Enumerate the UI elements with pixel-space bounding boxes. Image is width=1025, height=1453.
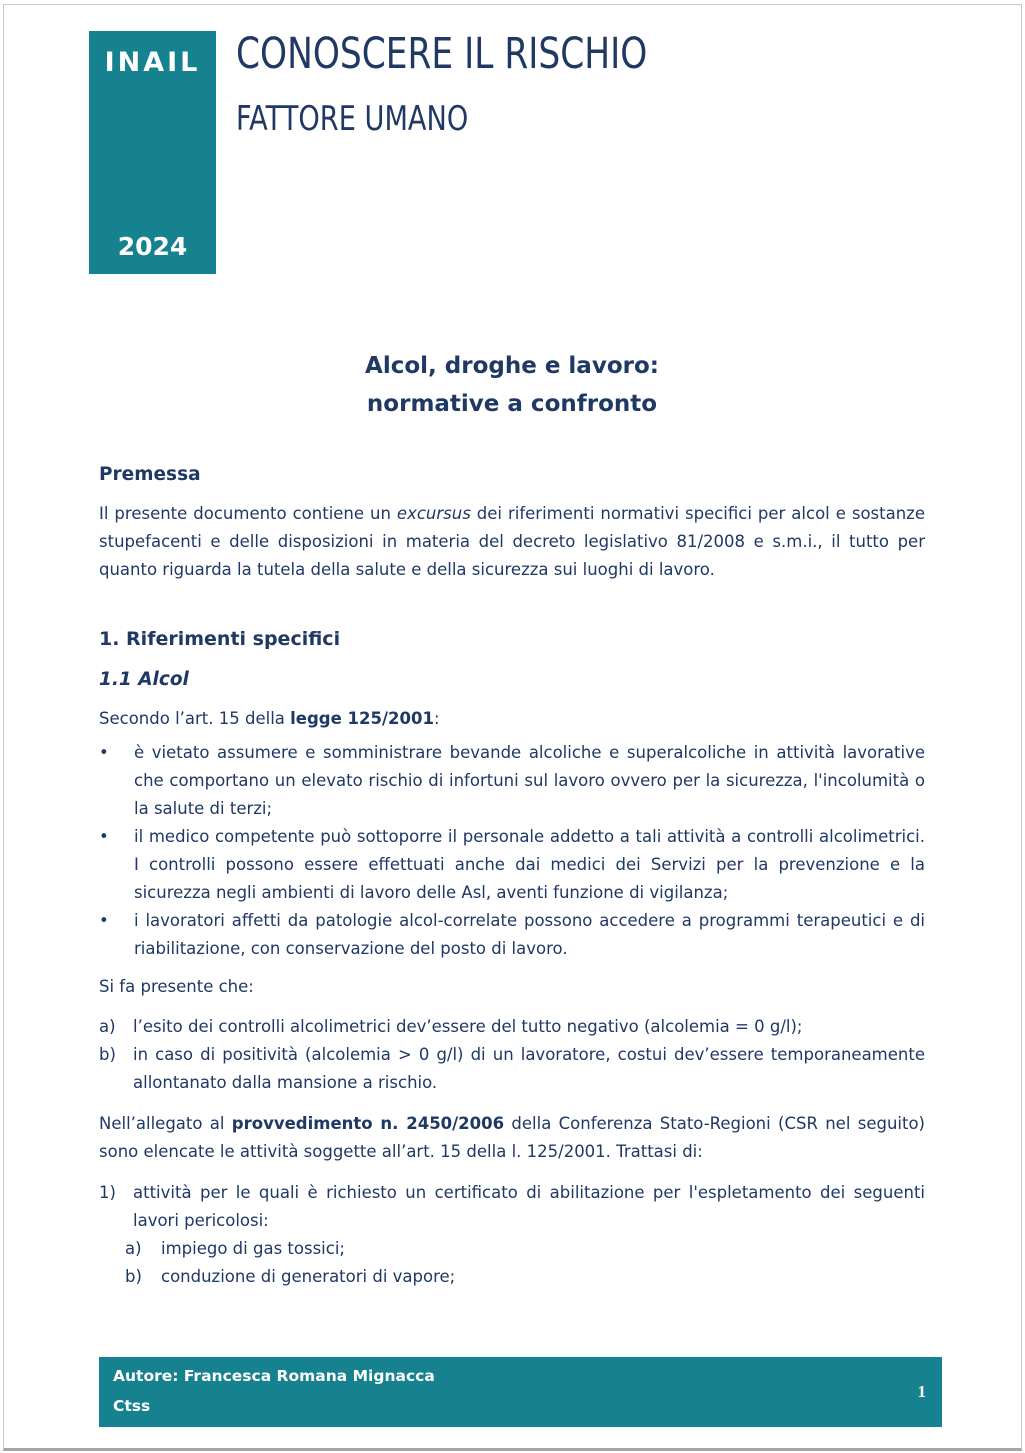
list-item: [99, 1013, 925, 1041]
allegato-paragraph: [99, 1110, 925, 1166]
item-marker: a): [125, 1239, 142, 1258]
premessa-paragraph: [99, 500, 925, 584]
bullet-marker: •: [99, 827, 109, 846]
item-text: l’esito dei controlli alcolimetrici dev’essere del tutto negativo (alcolemia = 0 g/l);: [133, 1017, 803, 1036]
document-body: [99, 340, 925, 1291]
item-marker: b): [99, 1045, 116, 1064]
item-text: in caso di positività (alcolemia > 0 g/l) di un lavoratore, costui dev’essere temporaneamente allontanato dalla mansione a rischio.: [133, 1045, 925, 1092]
section-1-1-heading: 1.1 Alcol: [99, 669, 189, 690]
bullet-marker: •: [99, 911, 109, 930]
list-item: [125, 1235, 925, 1263]
document-title-line-2: normative a confronto: [366, 391, 658, 417]
alcol-bullet-list: [99, 739, 925, 963]
law-intro-end: :: [433, 709, 440, 728]
law-reference-bold: legge 125/2001: [290, 709, 434, 728]
footer-unit: Ctss: [113, 1397, 151, 1415]
allegato-reference-bold: provvedimento n. 2450/2006: [231, 1114, 505, 1133]
note-intro: Si fa presente che:: [99, 977, 254, 996]
series-title: CONOSCERE IL RISCHIO: [236, 29, 648, 79]
document-title: [99, 347, 925, 423]
law-intro-start: Secondo l’art. 15 della: [99, 709, 291, 728]
allegato-text-start: Nell’allegato al: [99, 1114, 232, 1133]
numbered-sublist: [125, 1235, 925, 1291]
bullet-text: i lavoratori affetti da patologie alcol-correlate possono accedere a programmi terapeutici e di riabilitazione, con conservazione del posto di lavoro.: [134, 911, 925, 958]
list-item: [125, 1263, 925, 1291]
document-title-line-1: Alcol, droghe e lavoro:: [365, 353, 659, 379]
page-number: 1: [917, 1382, 926, 1401]
series-subtitle: FATTORE UMANO: [236, 99, 469, 139]
bullet-text: è vietato assumere e somministrare bevande alcoliche e superalcoliche in attività lavorative che comportano un elevato rischio di infortuni sul lavoro ovvero per la sicurezza, l'incolumità o la salute di terzi;: [134, 743, 925, 818]
bullet-item: [99, 823, 925, 907]
list-item: [99, 1179, 925, 1235]
numbered-list: [99, 1179, 925, 1291]
premessa-heading: Premessa: [99, 464, 201, 485]
allegato-text-end: della Conferenza Stato-Regioni (CSR nel seguito) sono elencate le attività soggette all’art. 15 della l. 125/2001. Trattasi di:: [99, 1114, 925, 1161]
item-marker: 1): [99, 1183, 116, 1202]
section-1-heading: 1. Riferimenti specifici: [99, 628, 341, 650]
item-marker: b): [125, 1267, 142, 1286]
year-label: 2024: [117, 232, 188, 261]
item-text: conduzione di generatori di vapore;: [161, 1267, 456, 1286]
item-text: impiego di gas tossici;: [161, 1239, 345, 1258]
bullet-item: [99, 907, 925, 963]
item-marker: a): [99, 1017, 116, 1036]
premessa-italic-term: excursus: [396, 504, 471, 523]
bullet-marker: •: [99, 743, 109, 762]
letter-list: [99, 1013, 925, 1097]
inail-brand-block: [89, 31, 216, 274]
inail-logo: INAIL: [104, 47, 201, 78]
bullet-text: il medico competente può sottoporre il personale addetto a tali attività a controlli alcolimetrici. I controlli possono essere effettuati anche dai medici dei Servizi per la prevenzione e la sicurezza negli ambienti di lavoro delle Asl, aventi funzione di vigilanza;: [134, 827, 925, 902]
law-intro-line: [99, 705, 925, 733]
premessa-text-end: dei riferimenti normativi specifici per alcol e sostanze stupefacenti e delle disposizioni in materia del decreto legislativo 81/2008 e s.m.i., il tutto per quanto riguarda la tutela della salute e della sicurezza sui luoghi di lavoro.: [99, 504, 925, 579]
premessa-text-start: Il presente documento contiene un: [99, 504, 397, 523]
bullet-item: [99, 739, 925, 823]
footer-author: Autore: Francesca Romana Mignacca: [113, 1367, 435, 1385]
list-item: [99, 1041, 925, 1097]
item-text: attività per le quali è richiesto un certificato di abilitazione per l'espletamento dei seguenti lavori pericolosi:: [133, 1183, 925, 1230]
page-footer: [99, 1357, 942, 1427]
